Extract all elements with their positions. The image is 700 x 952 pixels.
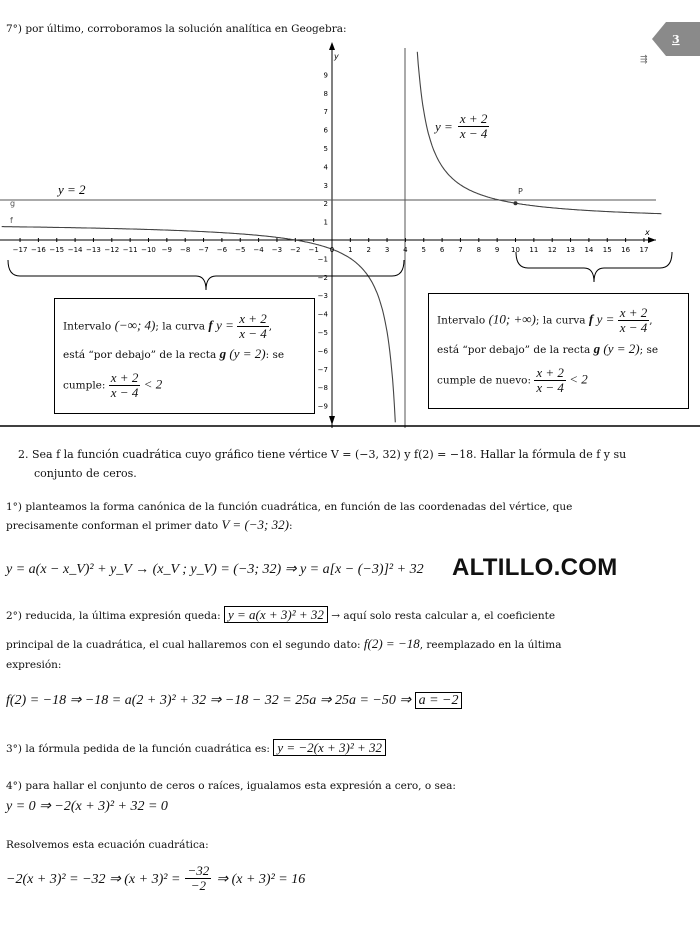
y-tick-label: 6 [323,126,328,135]
label-g: g [10,199,16,208]
problem2-line2: conjunto de ceros. [34,467,137,480]
x-tick-label: 5 [421,246,426,254]
solve-intro: Resolvemos esta ecuación cuadrática: [6,839,209,851]
label-f: f [10,216,13,225]
x-tick-label: 2 [366,246,371,254]
x-tick-label: −8 [180,246,191,254]
y-tick-label: 8 [323,89,328,98]
x-tick-label: 11 [529,246,539,254]
y-tick-label: −5 [317,329,328,337]
x-tick-label: 14 [584,246,594,254]
brace-right [516,252,672,282]
step4-line: 4°) para hallar el conjunto de ceros o raíces, igualamos esta expresión a cero, o sea: [6,780,456,792]
y-tick-label: 4 [323,163,328,172]
curve-label-lhs: y = [435,119,453,134]
x-tick-label: −1 [308,246,319,254]
second-data: f(2) = −18 [363,636,420,651]
y-tick-label: −1 [317,255,328,264]
step7-intro: 7°) por último, corroboramos la solución analítica en Geogebra: [6,23,347,35]
x-tick-label: −6 [216,246,228,254]
y-tick-label: 3 [323,181,328,190]
brace-left [8,260,404,290]
step1-line1: 1°) planteamos la forma canónica de la función cuadrática, en función de las coordenadas del vértice, que [6,501,573,513]
x-tick-label: 16 [621,246,631,254]
step2-line3: expresión: [6,659,62,671]
x-tick-label: 9 [494,246,500,254]
y-tick-label: −4 [317,310,328,319]
x-tick-label: 17 [639,246,649,254]
x-tick-label: 8 [476,246,482,254]
x-tick-label: 4 [403,246,408,254]
x-tick-label: −5 [235,246,246,254]
x-tick-label: −15 [49,246,65,254]
point-p [514,201,518,205]
x-tick-label: 13 [566,246,576,254]
step2-line1: 2°) reducida, la última expresión queda: y = a(x + 3)² + 32 → aquí solo resta calcular a, el coeficiente [6,607,556,622]
x-tick-label: 1 [348,246,353,254]
boxed-final-formula: y = −2(x + 3)² + 32 [273,739,386,756]
x-tick-label: −16 [31,246,46,254]
y-tick-label: 9 [323,71,328,80]
x-tick-label: −9 [161,246,173,254]
result-a: a = −2 [415,692,463,709]
x-tick-label: −17 [12,246,28,254]
x-tick-label: −2 [290,246,301,254]
curve-label [435,112,489,141]
y-tick-label: −3 [317,292,328,301]
y-tick-label: 7 [323,108,328,117]
x-tick-label: 12 [547,246,557,254]
y-axis-arrow-up [329,42,335,50]
y-tick-label: 1 [323,218,328,227]
x-tick-label: 10 [511,246,520,254]
x-axis-label: x [645,228,650,237]
graph-corner-mark: ⇶ [640,55,648,65]
interval-left: (−∞; 4) [114,317,156,333]
x-axis-arrow [648,237,656,243]
interval-right: (10; +∞) [488,311,536,327]
x-tick-label: 6 [439,246,445,254]
callout-right: Intervalo (10; +∞); la curva f y = $\frac{x + 2}{x - 4}$ , está “por debajo” de la recta g (y = 2); se cumple de nuevo: $\frac{x + 2}{x - 4}$ < 2 [428,293,689,409]
y-tick-label: 5 [323,145,328,153]
boxed-canonical-form: y = a(x + 3)² + 32 [224,606,328,623]
step3-line: 3°) la fórmula pedida de la función cuadrática es: y = −2(x + 3)² + 32 [6,741,386,756]
x-tick-label: −14 [67,246,83,254]
x-tick-label: −13 [86,246,101,254]
y-tick-label: 2 [323,200,328,209]
y-axis-label: y [334,52,339,61]
x-tick-label: 3 [384,246,390,254]
y-axis-arrow-down [329,416,335,425]
curve-label-fraction: $\frac{x + 2}{x - 4}$ [459,111,488,141]
y-tick-label: −2 [317,273,328,282]
page-number: 3 [672,33,680,46]
x-tick-label: −4 [253,246,264,254]
solve-equation: −2(x + 3)² = −32 ⇒ (x + 3)² = $\frac{-32}{-2}$ ⇒ (x + 3)² = 16 [6,863,306,893]
callout-left: Intervalo (−∞; 4); la curva f y = $\frac{x + 2}{x - 4}$ , está “por debajo” de la recta g (y = 2): se cumple: $\frac{x + 2}{x - 4}$ < 2 [54,298,315,414]
x-tick-label: −7 [198,246,209,254]
x-tick-label: 7 [458,246,463,254]
x-tick-label: −11 [122,246,138,254]
y-tick-label: −9 [317,402,328,411]
x-tick-label: 0 [329,246,335,254]
y-tick-label: −6 [317,347,328,356]
x-tick-label: −10 [141,246,156,254]
step4-equation: y = 0 ⇒ −2(x + 3)² + 32 = 0 [6,799,168,814]
y-tick-label: −8 [317,384,328,393]
step2-equation: f(2) = −18 ⇒ −18 = a(2 + 3)² + 32 ⇒ −18 − 32 = 25a ⇒ 25a = −50 ⇒ a = −2 [6,692,462,709]
line-label-y-2: y = 2 [58,182,86,197]
step1-line2: precisamente conforman el primer dato V = (−3; 32): [6,517,293,532]
altillo-logo: ALTILLO.COM [452,554,618,581]
point-p-label: P [518,187,523,196]
step1-equation: y = a(x − x_V)² + y_V → (x_V ; y_V) = (−3; 32) ⇒ y = a[x − (−3)]² + 32 [6,562,424,577]
step2-line2: principal de la cuadrática, el cual hallaremos con el segundo dato: f(2) = −18, reemplazado en la última [6,636,562,651]
problem2-line1: 2. Sea f la función cuadrática cuyo gráfico tiene vértice V = (−3, 32) y f(2) = −18. Hallar la fórmula de f y su [18,448,627,461]
x-tick-label: 15 [602,246,612,254]
y-tick-label: −7 [317,365,328,374]
x-tick-label: −12 [104,246,120,254]
x-tick-label: −3 [271,246,283,254]
vertex-value: V = (−3; 32) [221,517,289,532]
y-tick-labels [318,71,329,410]
